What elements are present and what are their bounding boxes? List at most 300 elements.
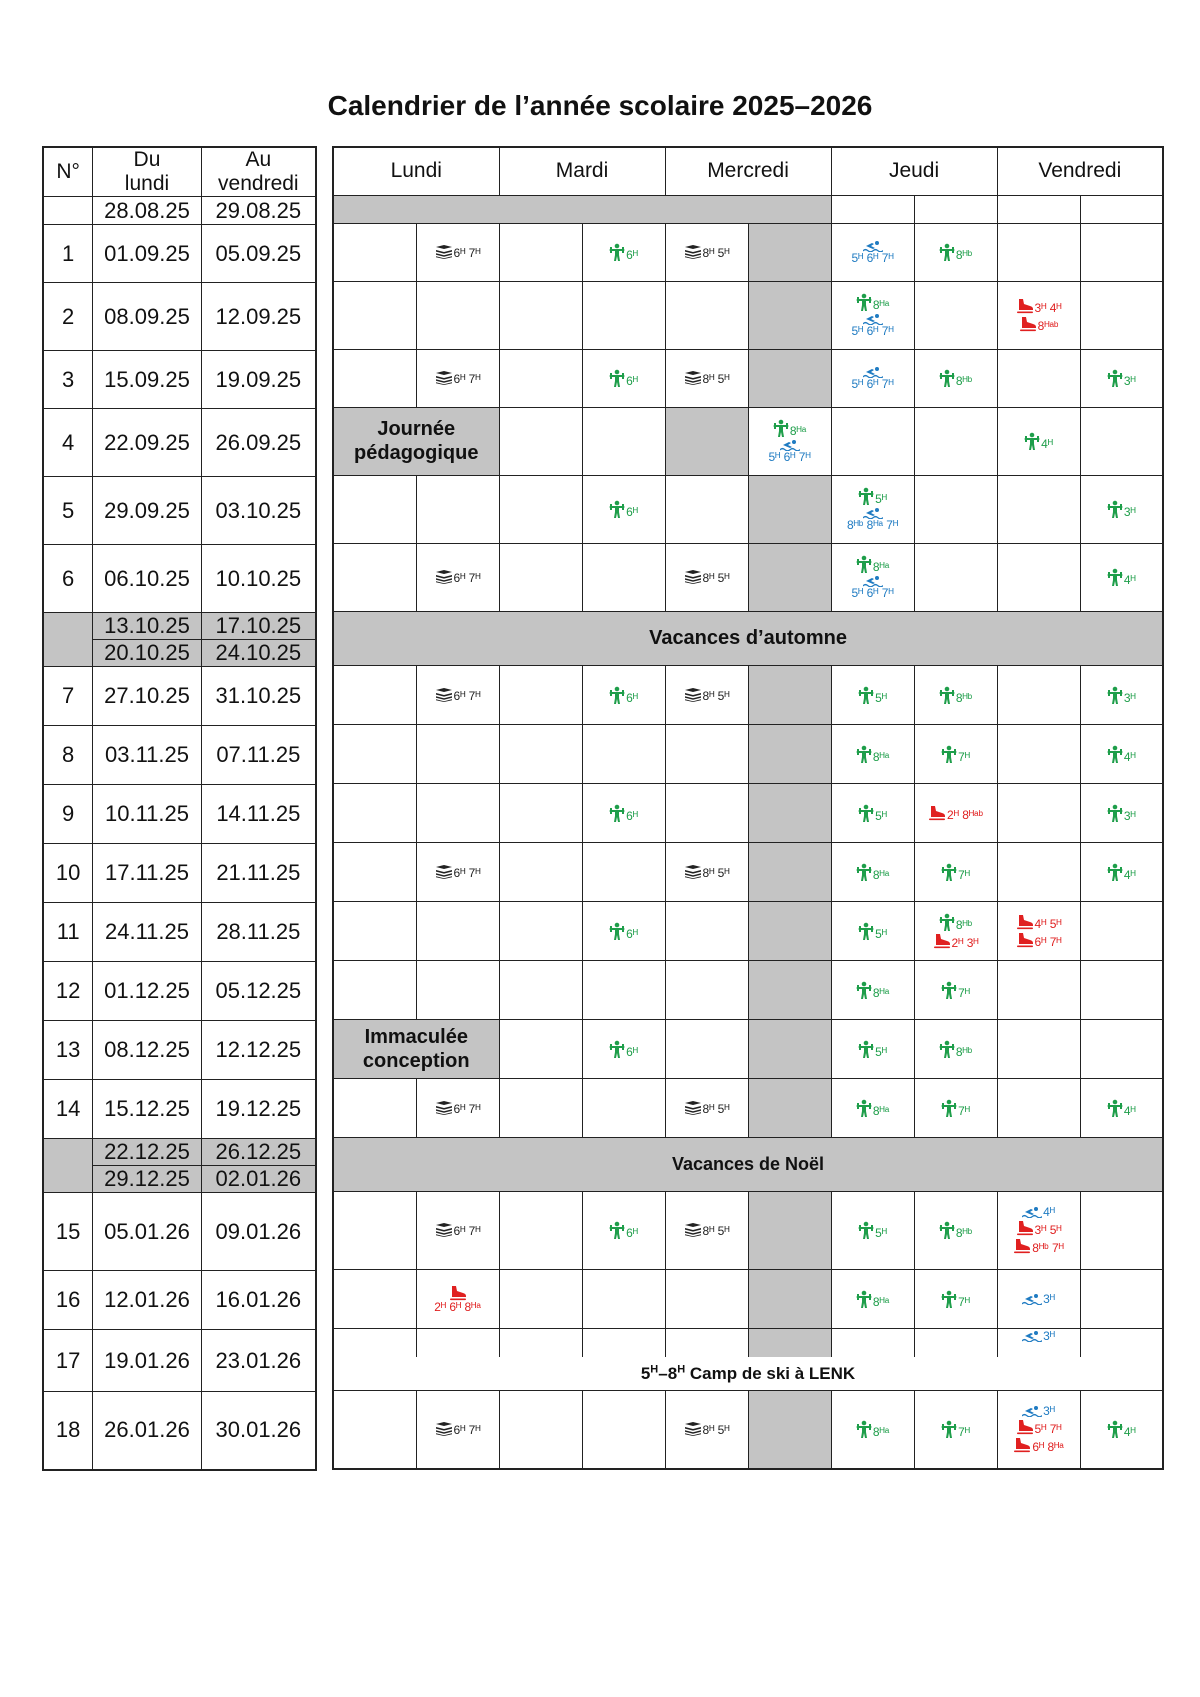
activity-cell (914, 475, 997, 543)
activity-cell (499, 1328, 582, 1357)
activity-stack (998, 297, 1080, 333)
activity-stack (417, 864, 499, 880)
activity-cell (831, 960, 914, 1019)
skating-icon (1016, 298, 1034, 314)
activity-stack (583, 685, 665, 705)
activity-cell (997, 783, 1080, 842)
activity-stack (915, 1039, 997, 1059)
activity-stack (915, 1098, 997, 1118)
gym-icon (941, 1099, 957, 1117)
activity-entry (941, 981, 970, 999)
activity-cell (582, 1191, 665, 1269)
activity-stack (998, 1329, 1080, 1343)
activity-stack (417, 1100, 499, 1116)
header-number: N° (43, 147, 93, 197)
activity-entry (1107, 745, 1136, 763)
week-from-date: 17.11.25 (93, 844, 201, 903)
activity-stack (666, 1421, 748, 1437)
activity-cell (582, 543, 665, 611)
activities-table (332, 146, 1164, 1470)
activity-entry (435, 371, 481, 385)
activity-grades: 6ᴴ 7ᴴ (1034, 934, 1062, 949)
activity-stack (832, 921, 914, 941)
books-icon (435, 570, 453, 584)
activity-cell (914, 960, 997, 1019)
camp-de-ski (333, 1357, 1163, 1391)
activity-cell (997, 960, 1080, 1019)
week-number: 3 (43, 351, 93, 409)
activity-cell (914, 1078, 997, 1137)
activity-entry (858, 1040, 887, 1058)
activity-cell (499, 665, 582, 724)
week-number: 11 (43, 903, 93, 962)
gym-icon (939, 1040, 955, 1058)
activity-grades: 3ᴴ (1043, 1328, 1055, 1343)
closed-wednesday-afternoon (748, 665, 831, 724)
week-number (43, 1139, 93, 1166)
week-row (43, 726, 316, 785)
activity-cell (665, 901, 748, 960)
activity-entry (1016, 914, 1062, 930)
activity-cell (499, 1019, 582, 1078)
activity-cell (499, 349, 582, 407)
activity-cell (914, 281, 997, 349)
activity-cell (831, 1328, 914, 1357)
week-number: 1 (43, 225, 93, 283)
week-activities-row (333, 223, 1163, 281)
activity-cell (333, 1191, 416, 1269)
activity-cell (914, 223, 997, 281)
activity-grades: 8ᴴᵃ (872, 1103, 890, 1118)
activity-grades: 6ᴴ 7ᴴ (453, 1101, 481, 1116)
activity-cell (416, 281, 499, 349)
activity-grades: 6ᴴ (626, 374, 638, 388)
week-to-date: 05.12.25 (201, 962, 316, 1021)
week-number: 17 (43, 1330, 93, 1392)
activity-grades: 8ᴴᵇ (955, 690, 973, 705)
activity-stack (915, 685, 997, 705)
activity-entry (435, 570, 481, 584)
activity-entry (1019, 316, 1059, 332)
activity-grades: 6ᴴ 7ᴴ (453, 571, 481, 585)
gym-icon (941, 745, 957, 763)
activity-entry (1107, 568, 1136, 586)
week-from-date: 28.08.25 (93, 197, 201, 225)
week-to-date: 30.01.26 (201, 1392, 316, 1470)
activity-grades: 5ᴴ 7ᴴ (1034, 1422, 1062, 1437)
activity-grades: 5ᴴ 6ᴴ 7ᴴ (768, 450, 811, 464)
week-activities-row (333, 1269, 1163, 1328)
event-journee-pedagogique (333, 407, 499, 475)
activity-cell (665, 1078, 748, 1137)
activity-entry (928, 805, 983, 821)
activity-cell (1080, 1019, 1163, 1078)
activity-cell (582, 665, 665, 724)
week-from-date: 08.09.25 (93, 283, 201, 351)
week-number: 4 (43, 409, 93, 477)
activity-cell (665, 1328, 748, 1357)
week-from-date: 01.12.25 (93, 962, 201, 1021)
activity-stack (417, 244, 499, 260)
activity-cell (665, 1269, 748, 1328)
activity-cell (582, 1269, 665, 1328)
activity-stack (1081, 567, 1163, 587)
activity-grades: 3ᴴ 4ᴴ (1034, 301, 1062, 315)
books-icon (435, 865, 453, 879)
activity-grades: 6ᴴ 8ᴴᵃ (1032, 1440, 1064, 1455)
activity-cell (582, 475, 665, 543)
activity-entry (1024, 432, 1053, 450)
activity-grades: 5ᴴ (875, 492, 887, 506)
gym-icon (941, 981, 957, 999)
activity-grades: 6ᴴ (626, 1044, 638, 1059)
activity-stack (1081, 744, 1163, 764)
week-from-date: 22.09.25 (93, 409, 201, 477)
activity-entry (1016, 932, 1062, 948)
week-from-date: 15.12.25 (93, 1080, 201, 1139)
activity-grades: 6ᴴ 7ᴴ (453, 1423, 481, 1438)
activity-cell (914, 1269, 997, 1328)
activity-grades: 4ᴴ (1123, 749, 1136, 764)
page-title: Calendrier de l’année scolaire 2025–2026 (327, 90, 873, 121)
activity-cell (831, 281, 914, 349)
activity-grades: 6ᴴ 7ᴴ (453, 246, 481, 260)
event-immaculee-conception (333, 1019, 499, 1078)
week-row (43, 351, 316, 409)
activity-cell (499, 1269, 582, 1328)
skating-icon (1013, 1238, 1031, 1254)
activity-stack (1081, 803, 1163, 823)
activity-cell (997, 1269, 1080, 1328)
activity-grades: 6ᴴ 7ᴴ (453, 372, 481, 386)
activity-grades: 8ᴴᵇ (955, 917, 973, 932)
week-from-date: 12.01.26 (93, 1271, 201, 1330)
activity-grades: 8ᴴ 5ᴴ (702, 1224, 730, 1238)
activity-cell (333, 1328, 416, 1357)
activity-cell (582, 1019, 665, 1078)
activity-cell (416, 842, 499, 901)
books-icon (435, 1422, 453, 1436)
activity-grades: 8ᴴ 5ᴴ (702, 246, 730, 260)
activity-grades: 8ᴴᵃ (872, 985, 890, 1000)
activity-stack (666, 1100, 748, 1116)
week-to-date: 29.08.25 (201, 197, 316, 225)
activity-entry (851, 313, 893, 337)
activity-entry (933, 933, 979, 949)
activity-stack (915, 862, 997, 882)
activity-stack (666, 370, 748, 386)
weeks-header-row (43, 147, 316, 197)
activity-cell (582, 724, 665, 783)
skating-icon (449, 1285, 467, 1301)
gym-icon (939, 686, 955, 704)
closed-wednesday-afternoon (748, 281, 831, 349)
skating-icon (1016, 1419, 1034, 1435)
camp-row (333, 1357, 1163, 1391)
activity-cell (1080, 665, 1163, 724)
week-activities-row (333, 1191, 1163, 1269)
swimming-icon (1022, 1330, 1042, 1342)
books-icon (435, 245, 453, 259)
week-row (43, 1166, 316, 1193)
activity-stack (832, 1419, 914, 1439)
gym-icon (939, 1221, 955, 1239)
week-row (43, 1271, 316, 1330)
gym-icon (939, 243, 955, 261)
activity-grades: 8ᴴᵃ (872, 1425, 890, 1440)
activity-stack (583, 242, 665, 262)
activity-cell (582, 901, 665, 960)
activity-entry (847, 507, 898, 531)
activity-cell (914, 1391, 997, 1469)
closed-wednesday-afternoon (748, 783, 831, 842)
activity-stack (998, 431, 1080, 451)
activity-cell (914, 543, 997, 611)
activity-entry (858, 487, 887, 505)
activity-entry (435, 1223, 481, 1237)
activity-cell (1080, 1328, 1163, 1357)
books-icon (435, 1223, 453, 1237)
week-row (43, 667, 316, 726)
week-from-date: 29.12.25 (93, 1166, 201, 1193)
week-row (43, 962, 316, 1021)
week-number: 12 (43, 962, 93, 1021)
activity-cell (333, 281, 416, 349)
activity-entry (609, 1221, 638, 1239)
activity-entry (851, 575, 893, 599)
week-activities-row (333, 195, 1163, 223)
activity-cell (914, 783, 997, 842)
activity-cell (333, 960, 416, 1019)
event-label: Immaculée conception (362, 1025, 470, 1072)
week-row (43, 844, 316, 903)
activity-entry (941, 1290, 970, 1308)
activity-entry (1107, 804, 1136, 822)
closed-wednesday-afternoon (748, 842, 831, 901)
activity-cell (914, 901, 997, 960)
activity-cell (1080, 1391, 1163, 1469)
gym-icon (939, 369, 955, 387)
event-label: Journée pédagogique (354, 418, 479, 464)
activity-cell (499, 960, 582, 1019)
week-to-date: 19.09.25 (201, 351, 316, 409)
activity-cell (333, 665, 416, 724)
activity-grades: 4ᴴ 5ᴴ (1034, 916, 1062, 931)
week-activities-row (333, 475, 1163, 543)
activity-grades: 3ᴴ (1123, 808, 1136, 823)
activity-cell (582, 407, 665, 475)
gym-icon (858, 922, 874, 940)
week-activities-row (333, 960, 1163, 1019)
activity-stack (583, 1220, 665, 1240)
activity-cell (416, 783, 499, 842)
activity-entry (434, 1285, 481, 1313)
week-number: 8 (43, 726, 93, 785)
activity-grades: 3ᴴ 5ᴴ (1034, 1223, 1062, 1237)
gym-icon (856, 1290, 872, 1308)
activity-entry (609, 922, 638, 940)
week-to-date: 26.09.25 (201, 409, 316, 477)
gym-icon (609, 243, 625, 261)
activity-cell (831, 195, 914, 223)
week-from-date: 19.01.26 (93, 1330, 201, 1392)
skating-icon (1013, 1437, 1031, 1453)
activity-grades: 6ᴴ (626, 690, 638, 705)
week-number (43, 640, 93, 667)
activity-stack (915, 368, 997, 388)
week-row (43, 1021, 316, 1080)
activity-grades: 7ᴴ (958, 867, 970, 882)
activity-cell (665, 1019, 748, 1078)
activity-cell (499, 475, 582, 543)
activity-cell (831, 407, 914, 475)
activity-grades: 8ᴴᵃ (872, 1294, 890, 1309)
activity-stack (832, 1289, 914, 1309)
week-row (43, 640, 316, 667)
activity-cell (333, 724, 416, 783)
activity-cell (831, 724, 914, 783)
activity-stack (915, 242, 997, 262)
activity-cell (1080, 724, 1163, 783)
activity-cell (665, 842, 748, 901)
activity-stack (832, 1039, 914, 1059)
activity-grades: 7ᴴ (958, 1103, 970, 1118)
activity-cell (997, 1019, 1080, 1078)
week-number: 13 (43, 1021, 93, 1080)
activity-entry (1107, 369, 1136, 387)
activity-cell (665, 281, 748, 349)
camp-grade-sup: H (677, 1362, 686, 1375)
week-from-date: 15.09.25 (93, 351, 201, 409)
activity-cell (582, 783, 665, 842)
activity-cell (831, 901, 914, 960)
activity-entry (684, 1101, 730, 1115)
activity-cell (1080, 901, 1163, 960)
activity-cell (582, 223, 665, 281)
closed-wednesday-afternoon (748, 349, 831, 407)
activity-entry (856, 1290, 889, 1308)
day-header-lundi: Lundi (333, 147, 499, 195)
activity-entry (1013, 1437, 1063, 1453)
week-to-date: 31.10.25 (201, 667, 316, 726)
week-to-date: 05.09.25 (201, 225, 316, 283)
activity-cell (416, 1269, 499, 1328)
skating-icon (1016, 932, 1034, 948)
activity-entry (941, 1099, 970, 1117)
activity-grades: 2ᴴ 3ᴴ (951, 935, 979, 950)
activity-cell (1080, 842, 1163, 901)
activity-cell (914, 1019, 997, 1078)
closed-wednesday-afternoon (748, 1191, 831, 1269)
week-number (43, 613, 93, 640)
activity-cell (665, 543, 748, 611)
week-from-date: 24.11.25 (93, 903, 201, 962)
activity-cell (997, 1328, 1080, 1357)
activity-grades: 8ᴴᵃ (872, 560, 890, 574)
week-activities-row (333, 1019, 1163, 1078)
gym-icon (609, 922, 625, 940)
activity-grades: 8ᴴᵃᵇ (1037, 319, 1059, 333)
activity-stack (417, 1222, 499, 1238)
activity-cell (1080, 195, 1163, 223)
week-to-date: 24.10.25 (201, 640, 316, 667)
skating-icon (1016, 1220, 1034, 1236)
week-activities-row (333, 611, 1163, 638)
activity-stack (417, 1421, 499, 1437)
activity-stack (666, 1222, 748, 1238)
activity-grades: 8ᴴ 5ᴴ (702, 1101, 730, 1116)
gym-icon (941, 1290, 957, 1308)
activity-cell (333, 1078, 416, 1137)
week-row (43, 545, 316, 613)
week-activities-row (333, 1078, 1163, 1137)
activity-grades: 7ᴴ (958, 1425, 970, 1440)
week-activities-row (333, 724, 1163, 783)
week-number: 9 (43, 785, 93, 844)
camp-label (641, 1364, 855, 1383)
week-from-date: 05.01.26 (93, 1193, 201, 1271)
gym-icon (1107, 369, 1123, 387)
activity-entry (1022, 1330, 1055, 1342)
header-from-label: Du lundi (124, 148, 170, 195)
gym-icon (773, 419, 789, 437)
week-activities-row (333, 665, 1163, 724)
activity-cell (831, 1191, 914, 1269)
activity-stack (832, 554, 914, 600)
week-row (43, 1392, 316, 1470)
week-to-date: 09.01.26 (201, 1193, 316, 1271)
day-header-vendredi: Vendredi (997, 147, 1163, 195)
activity-cell (1080, 543, 1163, 611)
activity-cell (499, 281, 582, 349)
week-number: 15 (43, 1193, 93, 1271)
activity-entry (684, 570, 730, 584)
week-to-date: 17.10.25 (201, 613, 316, 640)
gym-icon (858, 686, 874, 704)
skating-icon (928, 805, 946, 821)
activity-cell (1080, 223, 1163, 281)
gym-icon (858, 1221, 874, 1239)
week-to-date: 07.11.25 (201, 726, 316, 785)
week-number (43, 1166, 93, 1193)
books-icon (684, 688, 702, 702)
activity-grades: 8ᴴ 5ᴴ (702, 571, 730, 585)
activity-stack (832, 1220, 914, 1240)
activity-entry (1016, 1419, 1062, 1435)
activity-cell (333, 842, 416, 901)
activity-cell (914, 1191, 997, 1269)
activity-entry (684, 245, 730, 259)
activity-stack (417, 1284, 499, 1314)
activity-entry (941, 745, 970, 763)
activity-cell (1080, 475, 1163, 543)
activity-cell (499, 901, 582, 960)
week-from-date: 26.01.26 (93, 1392, 201, 1470)
activity-grades: 5ᴴ 6ᴴ 7ᴴ (851, 586, 894, 600)
activity-stack (1081, 499, 1163, 519)
activity-cell (333, 783, 416, 842)
gym-icon (941, 863, 957, 881)
activity-stack (1081, 862, 1163, 882)
activity-entry (609, 500, 638, 518)
activity-stack (583, 1039, 665, 1059)
camp-grade-sup: H (650, 1362, 659, 1375)
activity-cell (748, 407, 831, 475)
activity-grades: 3ᴴ (1123, 374, 1136, 388)
holiday-label: Vacances de Noël (671, 1153, 825, 1174)
closed-wednesday-afternoon (748, 724, 831, 783)
activity-grades: 3ᴴ (1043, 1404, 1055, 1419)
